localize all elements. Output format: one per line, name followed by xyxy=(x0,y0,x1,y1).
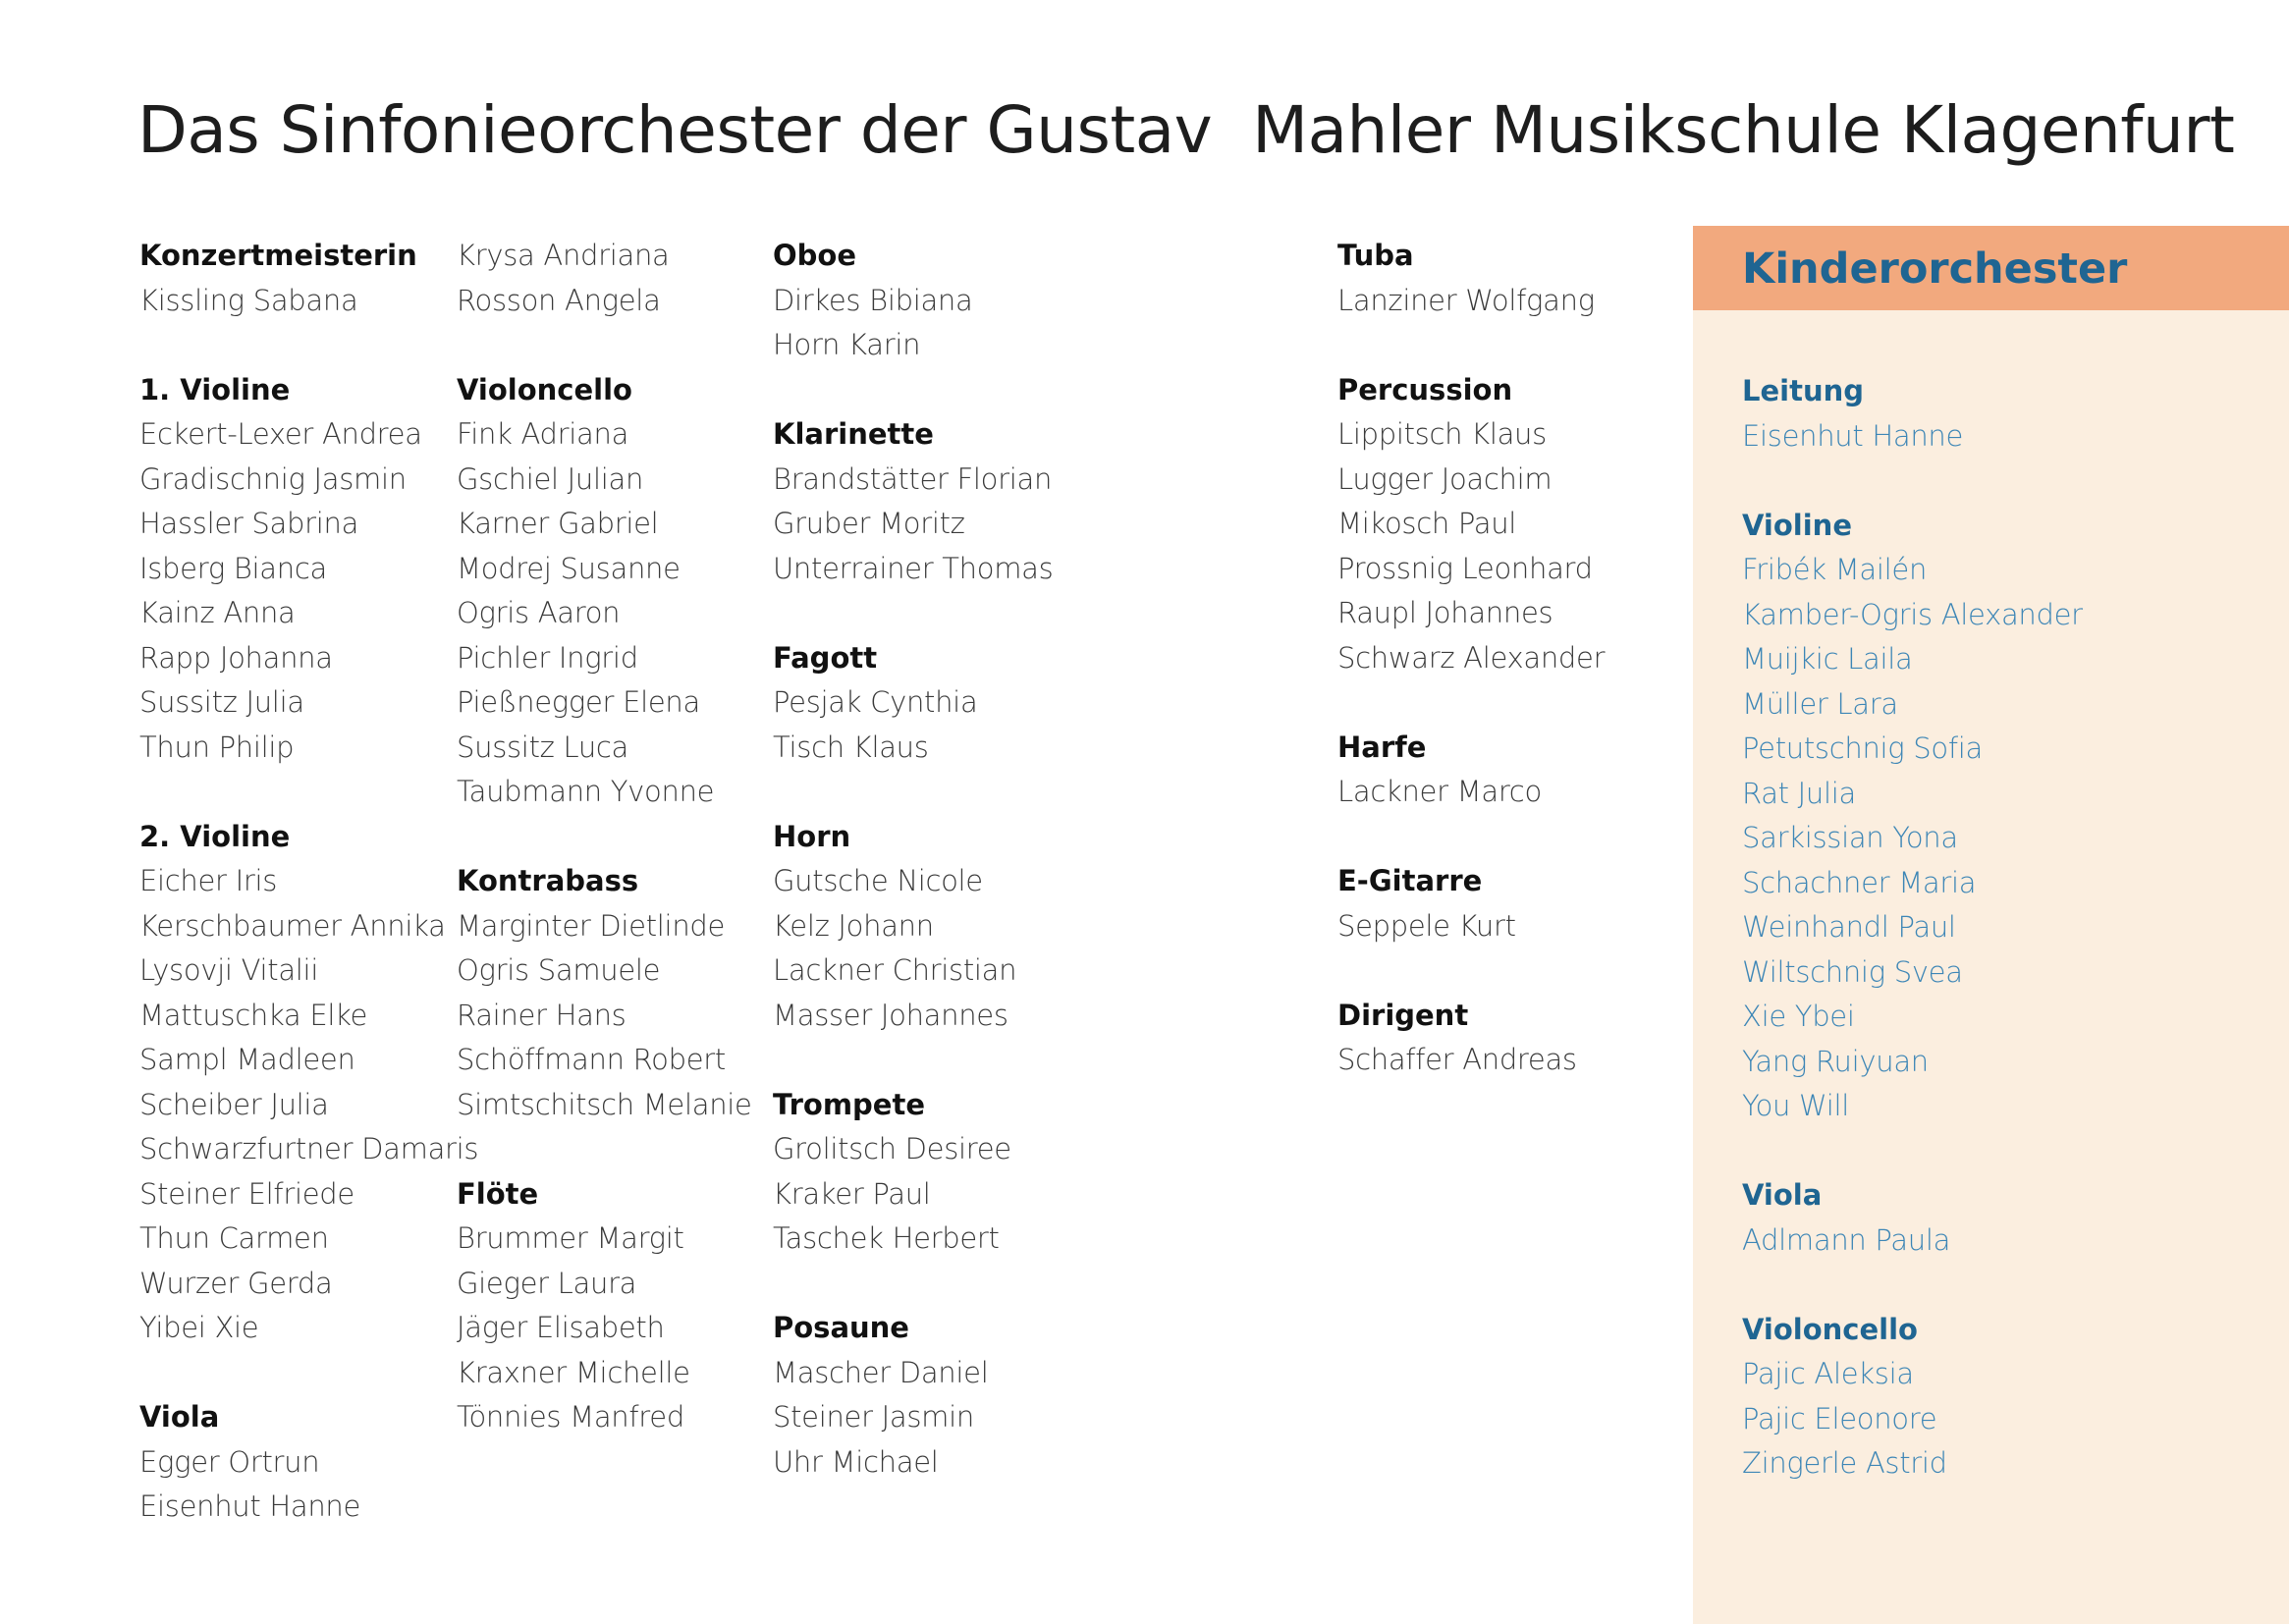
section-viola xyxy=(139,1395,454,1530)
member-list xyxy=(139,412,454,770)
member-name: Prossnig Leonhard xyxy=(1337,551,1593,585)
member-name: Jäger Elisabeth xyxy=(457,1311,665,1344)
section-heading: Posaune xyxy=(773,1311,909,1344)
member-list xyxy=(1337,412,1652,680)
section-horn xyxy=(773,815,1087,1039)
member-name: Simtschitsch Melanie xyxy=(457,1087,752,1121)
member-name: Ogris Samuele xyxy=(457,953,661,987)
member-name: Isberg Bianca xyxy=(139,551,327,585)
member-name: Eisenhut Hanne xyxy=(1742,418,1964,453)
member-name: Seppele Kurt xyxy=(1337,908,1516,943)
member-list xyxy=(1742,548,2272,1129)
member-name: Pajic Aleksia xyxy=(1742,1357,1914,1390)
page-title: Das Sinfonieorchester der Gustav Mahler Musikschule Klagenfurt xyxy=(137,92,2235,168)
member-name: Adlmann Paula xyxy=(1742,1222,1951,1257)
member-name: Dirkes Bibiana xyxy=(773,283,973,317)
section-heading: Oboe xyxy=(773,239,857,272)
member-name: Marginter Dietlinde xyxy=(457,908,726,943)
section-percussion xyxy=(1337,368,1652,681)
member-name: Schachner Maria xyxy=(1742,865,1977,899)
member-name: Pießnegger Elena xyxy=(457,685,700,719)
section-violoncello xyxy=(1742,1308,2272,1487)
member-name: Zingerle Astrid xyxy=(1742,1446,1947,1480)
member-name: Kraker Paul xyxy=(773,1176,931,1211)
member-name: Sarkissian Yona xyxy=(1742,821,1958,854)
section-harfe xyxy=(1337,726,1652,815)
member-name: Taubmann Yvonne xyxy=(457,775,715,808)
member-name: Brandstätter Florian xyxy=(773,461,1053,496)
section-viola xyxy=(1742,1173,2272,1263)
member-name: Karner Gabriel xyxy=(457,507,659,540)
member-name: Lysovji Vitalii xyxy=(139,953,319,987)
member-name: Müller Lara xyxy=(1742,686,1898,721)
section-heading: E-Gitarre xyxy=(1337,864,1483,897)
member-name: Petutschnig Sofia xyxy=(1742,731,1983,765)
member-name: Rapp Johanna xyxy=(139,640,333,675)
member-name: Yang Ruiyuan xyxy=(1742,1044,1929,1078)
member-name: Grolitsch Desiree xyxy=(773,1132,1011,1165)
member-list xyxy=(457,234,771,323)
member-name: Krysa Andriana xyxy=(457,239,670,272)
member-name: Tisch Klaus xyxy=(773,730,929,764)
member-name: Egger Ortrun xyxy=(139,1444,320,1479)
member-list xyxy=(773,279,1087,368)
member-name: Wurzer Gerda xyxy=(139,1266,333,1300)
kinderorchester-panel xyxy=(1693,226,2289,1624)
section-e-gitarre xyxy=(1337,859,1652,948)
member-name: Raupl Johannes xyxy=(1337,596,1553,629)
section-leitung xyxy=(1742,369,2272,459)
member-list xyxy=(773,859,1087,1038)
member-name: Sussitz Julia xyxy=(139,685,304,719)
member-list xyxy=(1337,904,1652,949)
section-oboe xyxy=(773,234,1087,368)
member-name: Lackner Christian xyxy=(773,953,1017,987)
section-heading: Violoncello xyxy=(457,372,632,406)
member-name: Weinhandl Paul xyxy=(1742,910,1956,944)
member-name: Gutsche Nicole xyxy=(773,864,983,897)
section-dirigent xyxy=(1337,994,1652,1083)
member-list xyxy=(773,458,1087,592)
section-konzertmeisterin xyxy=(139,234,454,323)
section-continued xyxy=(457,234,771,323)
member-name: Hassler Sabrina xyxy=(139,507,359,540)
member-name: Uhr Michael xyxy=(773,1444,939,1479)
section-heading: Klarinette xyxy=(773,417,934,451)
member-name: Fribék Mailén xyxy=(1742,553,1928,586)
member-list xyxy=(1742,1218,2272,1264)
member-list xyxy=(1742,1352,2272,1487)
section-tuba xyxy=(1337,234,1652,323)
member-name: Rosson Angela xyxy=(457,283,661,317)
member-list xyxy=(457,904,771,1128)
member-name: Taschek Herbert xyxy=(773,1221,1000,1255)
section-heading: 2. Violine xyxy=(139,819,291,853)
kinderorchester-list xyxy=(1742,369,2272,1531)
section-fagott xyxy=(773,636,1087,771)
member-list xyxy=(773,1127,1087,1262)
kinderorchester-title: Kinderorchester xyxy=(1742,244,2128,294)
member-list xyxy=(1742,414,2272,460)
section-heading: Viola xyxy=(1742,1178,1823,1212)
member-name: Gradischnig Jasmin xyxy=(139,461,407,496)
member-name: Kainz Anna xyxy=(139,596,296,629)
member-name: Schwarzfurtner Damaris xyxy=(139,1132,479,1165)
member-name: Schwarz Alexander xyxy=(1337,640,1606,675)
section-posaune xyxy=(773,1306,1087,1485)
member-name: Unterrainer Thomas xyxy=(773,551,1054,585)
section-heading: Leitung xyxy=(1742,374,1865,407)
member-name: Kamber-Ogris Alexander xyxy=(1742,597,2083,631)
member-name: Pesjak Cynthia xyxy=(773,685,978,719)
section-heading: Tuba xyxy=(1337,239,1414,272)
member-name: Masser Johannes xyxy=(773,998,1008,1032)
member-name: Yibei Xie xyxy=(139,1311,259,1344)
member-name: Sussitz Luca xyxy=(457,730,629,764)
member-list xyxy=(139,859,479,1351)
section-flote xyxy=(457,1172,771,1440)
member-name: Brummer Margit xyxy=(457,1221,684,1255)
orchestra-column-2 xyxy=(457,234,771,1485)
member-name: Gschiel Julian xyxy=(457,461,644,496)
section-heading: Flöte xyxy=(457,1176,539,1211)
section-heading: Kontrabass xyxy=(457,864,639,897)
member-name: Kraxner Michelle xyxy=(457,1355,690,1389)
section-heading: 1. Violine xyxy=(139,372,291,406)
member-name: Eicher Iris xyxy=(139,864,278,897)
orchestra-column-1 xyxy=(139,234,479,1574)
member-name: Schöffmann Robert xyxy=(457,1043,726,1076)
member-name: Lackner Marco xyxy=(1337,775,1542,808)
kinderorchester-header xyxy=(1693,226,2289,310)
section-2-violine xyxy=(139,815,479,1351)
member-name: Steiner Elfriede xyxy=(139,1176,354,1211)
member-name: Mattuschka Elke xyxy=(139,998,368,1032)
member-name: Tönnies Manfred xyxy=(457,1400,684,1434)
member-name: Wiltschnig Svea xyxy=(1742,954,1963,989)
member-name: Pichler Ingrid xyxy=(457,640,638,675)
member-list xyxy=(1337,279,1652,324)
section-heading: Konzertmeisterin xyxy=(139,239,417,272)
section-heading: Horn xyxy=(773,819,851,853)
section-heading: Harfe xyxy=(1337,730,1427,764)
member-name: Xie Ybei xyxy=(1742,1000,1855,1033)
section-heading: Fagott xyxy=(773,640,878,675)
section-heading: Violine xyxy=(1742,508,1852,542)
member-name: Rat Julia xyxy=(1742,776,1856,810)
section-1-violine xyxy=(139,368,454,771)
section-kontrabass xyxy=(457,859,771,1127)
member-name: Scheiber Julia xyxy=(139,1087,329,1121)
member-name: Lugger Joachim xyxy=(1337,461,1553,496)
member-name: Pajic Eleonore xyxy=(1742,1401,1937,1435)
orchestra-column-3 xyxy=(773,234,1087,1530)
member-name: Eckert-Lexer Andrea xyxy=(139,417,422,451)
member-name: Gieger Laura xyxy=(457,1266,637,1300)
orchestra-column-4 xyxy=(1337,234,1652,1127)
member-name: Muijkic Laila xyxy=(1742,642,1913,676)
member-list xyxy=(457,412,771,815)
member-name: Steiner Jasmin xyxy=(773,1400,974,1434)
section-violoncello xyxy=(457,368,771,815)
member-name: Mikosch Paul xyxy=(1337,507,1517,540)
member-name: Thun Philip xyxy=(139,730,295,764)
section-heading: Trompete xyxy=(773,1087,925,1121)
section-klarinette xyxy=(773,412,1087,591)
member-name: Mascher Daniel xyxy=(773,1355,989,1389)
member-name: Thun Carmen xyxy=(139,1221,329,1255)
section-heading: Dirigent xyxy=(1337,998,1469,1032)
section-violine xyxy=(1742,504,2272,1129)
section-heading: Percussion xyxy=(1337,372,1513,406)
member-list xyxy=(139,1440,454,1530)
member-name: Sampl Madleen xyxy=(139,1043,355,1076)
member-name: Rainer Hans xyxy=(457,998,627,1032)
member-name: Horn Karin xyxy=(773,328,921,361)
member-name: Schaffer Andreas xyxy=(1337,1043,1577,1076)
member-name: Gruber Moritz xyxy=(773,507,965,540)
member-list xyxy=(1337,770,1652,815)
member-name: Fink Adriana xyxy=(457,417,629,451)
member-list xyxy=(139,279,454,324)
member-name: Kerschbaumer Annika xyxy=(139,908,446,943)
member-name: You Will xyxy=(1742,1089,1850,1122)
member-list xyxy=(773,680,1087,770)
section-heading: Viola xyxy=(139,1400,220,1434)
member-name: Kelz Johann xyxy=(773,908,934,943)
section-trompete xyxy=(773,1083,1087,1262)
member-name: Lippitsch Klaus xyxy=(1337,417,1547,451)
section-heading: Violoncello xyxy=(1742,1312,1918,1346)
member-name: Modrej Susanne xyxy=(457,551,681,585)
member-name: Kissling Sabana xyxy=(139,283,358,317)
member-list xyxy=(773,1351,1087,1486)
member-list xyxy=(457,1217,771,1440)
member-name: Eisenhut Hanne xyxy=(139,1489,361,1523)
member-name: Ogris Aaron xyxy=(457,596,621,629)
member-list xyxy=(1337,1038,1652,1083)
member-name: Lanziner Wolfgang xyxy=(1337,283,1595,317)
